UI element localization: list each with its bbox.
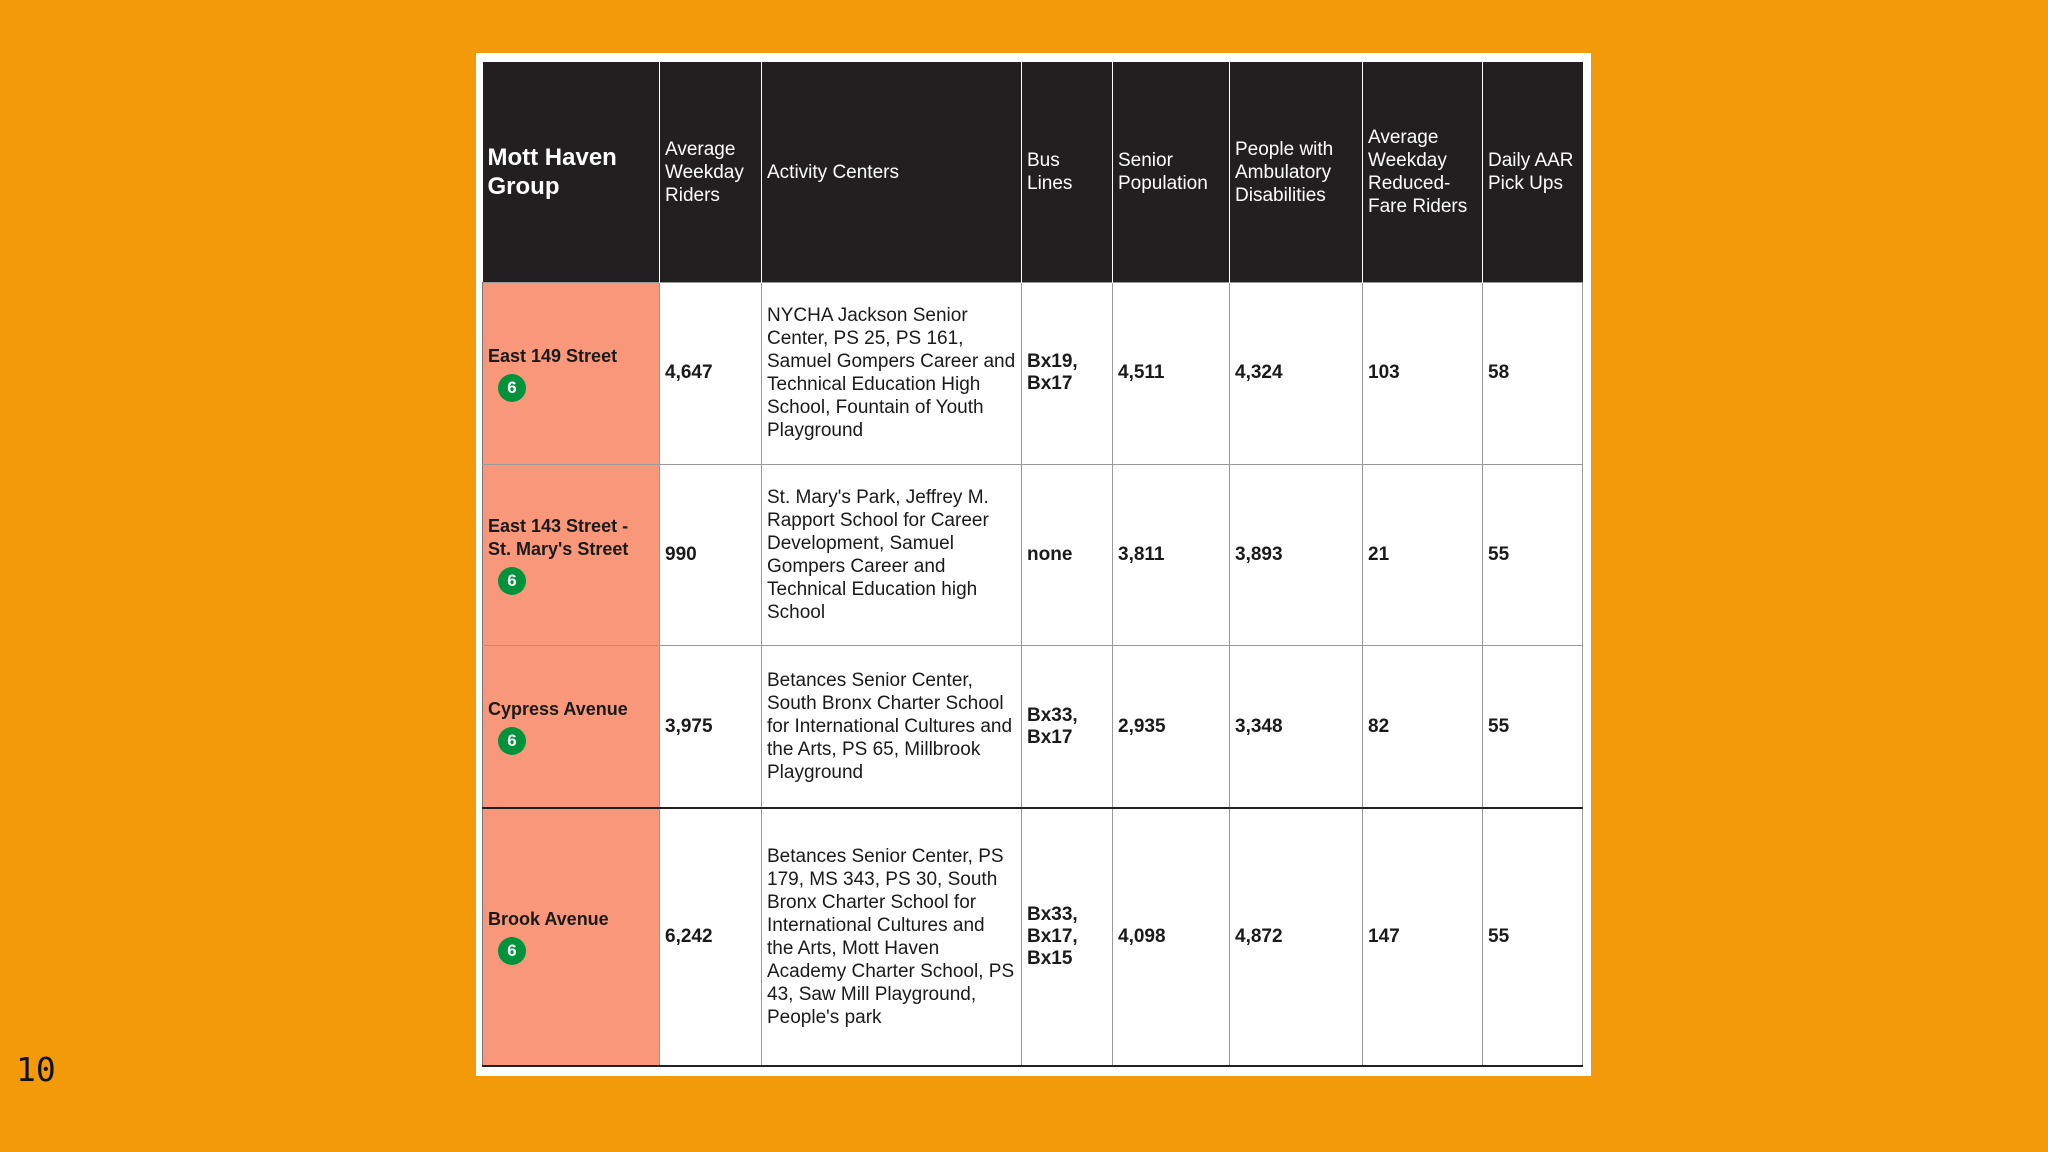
page-number: 10	[16, 1050, 56, 1089]
senior-population-cell: 4,511	[1113, 283, 1230, 465]
route-6-badge-icon: 6	[498, 374, 526, 402]
header-activity-centers: Activity Centers	[762, 62, 1022, 283]
ambulatory-disabilities-cell: 3,348	[1230, 646, 1363, 808]
station-cell	[483, 283, 660, 465]
header-row	[483, 62, 1583, 283]
header-ambulatory-disabilities: People with Ambulatory Disabilities	[1230, 62, 1363, 283]
riders-cell: 4,647	[660, 283, 762, 465]
header-bus-lines: Bus Lines	[1022, 62, 1113, 283]
riders-cell: 990	[660, 464, 762, 646]
table-row	[483, 464, 1583, 646]
reduced-fare-riders-cell: 147	[1363, 808, 1483, 1066]
senior-population-cell: 3,811	[1113, 464, 1230, 646]
table-row	[483, 283, 1583, 465]
aar-pick-ups-cell: 58	[1483, 283, 1583, 465]
riders-cell: 6,242	[660, 808, 762, 1066]
route-6-badge-icon: 6	[498, 727, 526, 755]
bus-lines-cell: Bx19, Bx17	[1022, 283, 1113, 465]
header-reduced-fare-riders: Average Weekday Reduced-Fare Riders	[1363, 62, 1483, 283]
aar-pick-ups-cell: 55	[1483, 808, 1583, 1066]
route-6-badge-icon: 6	[498, 937, 526, 965]
table-panel	[476, 53, 1591, 1076]
header-average-weekday-riders: Average Weekday Riders	[660, 62, 762, 283]
reduced-fare-riders-cell: 82	[1363, 646, 1483, 808]
station-name: Brook Avenue	[488, 909, 609, 930]
bus-lines-cell: Bx33, Bx17	[1022, 646, 1113, 808]
bus-lines-cell: none	[1022, 464, 1113, 646]
station-cell	[483, 646, 660, 808]
activity-centers-cell: Betances Senior Center, South Bronx Charter School for International Cultures and the Arts, PS 65, Millbrook Playground	[762, 646, 1022, 808]
bus-lines-cell: Bx33, Bx17, Bx15	[1022, 808, 1113, 1066]
station-name: Cypress Avenue	[488, 699, 628, 720]
header-aar-pick-ups: Daily AAR Pick Ups	[1483, 62, 1583, 283]
station-data-table	[482, 62, 1583, 1067]
senior-population-cell: 4,098	[1113, 808, 1230, 1066]
station-name: East 143 Street - St. Mary's Street	[488, 516, 629, 560]
header-group: Mott Haven Group	[483, 62, 660, 283]
ambulatory-disabilities-cell: 4,872	[1230, 808, 1363, 1066]
riders-cell: 3,975	[660, 646, 762, 808]
route-6-badge-icon: 6	[498, 567, 526, 595]
ambulatory-disabilities-cell: 3,893	[1230, 464, 1363, 646]
header-senior-population: Senior Population	[1113, 62, 1230, 283]
ambulatory-disabilities-cell: 4,324	[1230, 283, 1363, 465]
table-row	[483, 646, 1583, 808]
aar-pick-ups-cell: 55	[1483, 464, 1583, 646]
aar-pick-ups-cell: 55	[1483, 646, 1583, 808]
activity-centers-cell: St. Mary's Park, Jeffrey M. Rapport School for Career Development, Samuel Gompers Career and Technical Education high School	[762, 464, 1022, 646]
reduced-fare-riders-cell: 103	[1363, 283, 1483, 465]
activity-centers-cell: Betances Senior Center, PS 179, MS 343, PS 30, South Bronx Charter School for International Cultures and the Arts, Mott Haven Academy Charter School, PS 43, Saw Mill Playground, People's park	[762, 808, 1022, 1066]
senior-population-cell: 2,935	[1113, 646, 1230, 808]
station-name: East 149 Street	[488, 345, 618, 366]
station-cell	[483, 808, 660, 1066]
reduced-fare-riders-cell: 21	[1363, 464, 1483, 646]
activity-centers-cell: NYCHA Jackson Senior Center, PS 25, PS 161, Samuel Gompers Career and Technical Education High School, Fountain of Youth Playground	[762, 283, 1022, 465]
station-cell	[483, 464, 660, 646]
table-row	[483, 808, 1583, 1066]
